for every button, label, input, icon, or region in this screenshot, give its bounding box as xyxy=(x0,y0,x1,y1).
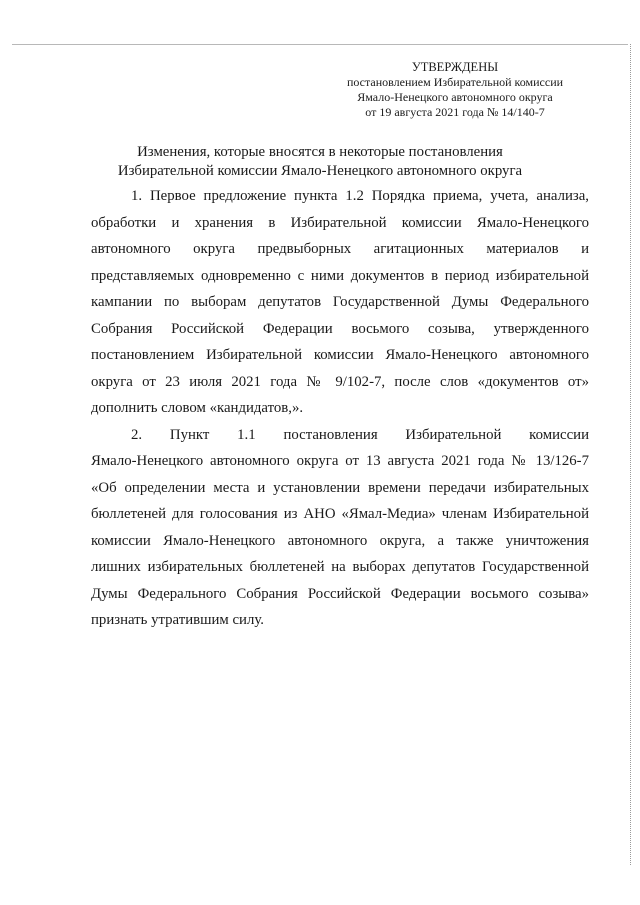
approval-line-2: Ямало-Ненецкого автономного округа xyxy=(357,90,553,104)
approval-line-1: постановлением Избирательной комиссии xyxy=(346,75,564,89)
paragraph-2-line: комиссии Ямало-Ненецкого автономного округа, а также уничтожения xyxy=(91,532,589,549)
paragraph-1 xyxy=(91,183,589,422)
paragraph-1-line: представляемых одновременно с ними документов в период избирательной xyxy=(91,267,589,284)
paragraph-2 xyxy=(91,422,589,634)
paragraph-1-line: Собрания Российской Федерации восьмого созыва, утвержденного xyxy=(91,320,589,337)
paragraph-2-line: бюллетеней для голосования из АНО «Ямал-Медиа» членам Избирательной xyxy=(91,506,589,522)
paragraph-2-line: признать утратившим силу. xyxy=(91,612,264,628)
paragraph-1-line: автономного округа предвыборных агитационных материалов и xyxy=(91,241,589,257)
paragraph-1-line: обработки и хранения в Избирательной комиссии Ямало-Ненецкого xyxy=(91,214,589,231)
approval-heading: УТВЕРЖДЕНЫ xyxy=(411,60,499,74)
paragraph-1-line: постановлением Избирательной комиссии Ямало-Ненецкого автономного xyxy=(91,347,589,363)
paragraph-1-line: 1. Первое предложение пункта 1.2 Порядка приема, учета, анализа, xyxy=(131,188,589,204)
title-line-1: Изменения, которые вносятся в некоторые постановления xyxy=(137,144,503,160)
paragraph-1-line: кампании по выборам депутатов Государственной Думы Федерального xyxy=(91,294,589,310)
paragraph-2-line: Ямало-Ненецкого автономного округа от 13 августа 2021 года № 13/126-7 xyxy=(91,453,589,469)
paragraph-2-line: Думы Федерального Собрания Российской Федерации восьмого созыва» xyxy=(91,585,589,602)
document-body xyxy=(91,183,589,634)
paragraph-2-line: «Об определении места и установлении времени передачи избирательных xyxy=(91,479,589,496)
document-title xyxy=(0,143,640,181)
scan-top-edge xyxy=(12,44,628,45)
approval-line-3: от 19 августа 2021 года № 14/140-7 xyxy=(365,105,545,119)
paragraph-2-line: 2. Пункт 1.1 постановления Избирательной комиссии xyxy=(131,426,589,443)
paragraph-1-line: дополнить словом «кандидатов,». xyxy=(91,400,304,416)
approval-stamp xyxy=(330,60,580,120)
title-line-2: Избирательной комиссии Ямало-Ненецкого автономного округа xyxy=(117,163,523,179)
paragraph-2-line: лишних избирательных бюллетеней на выборах депутатов Государственной xyxy=(91,559,589,575)
paragraph-1-line: округа от 23 июля 2021 года № 9/102-7, после слов «документов от» xyxy=(91,373,589,390)
